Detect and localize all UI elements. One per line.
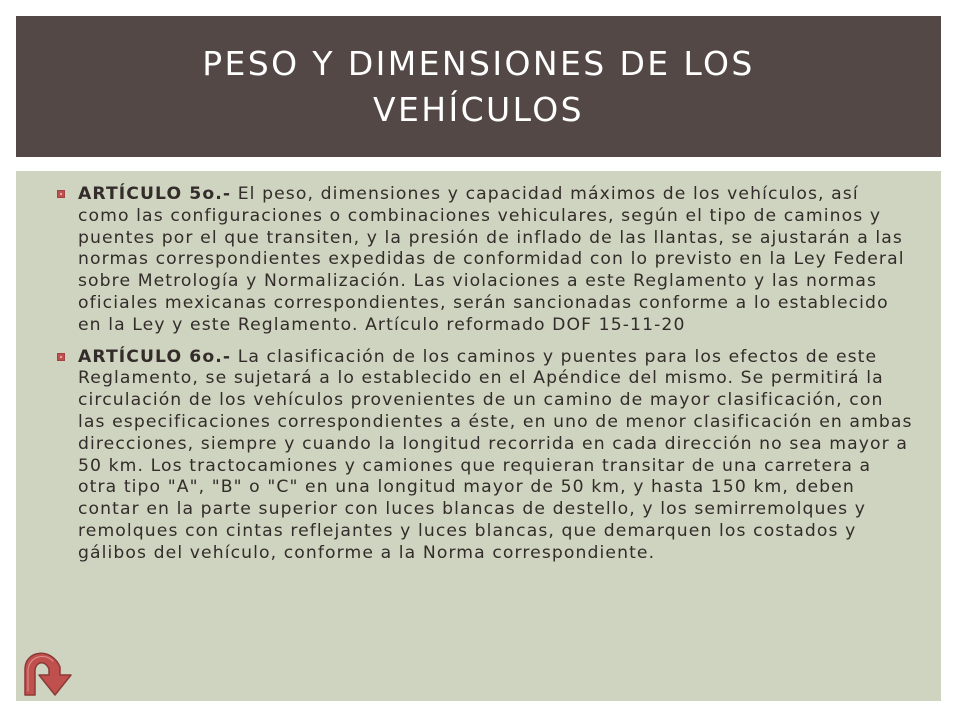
slide-title: PESO Y DIMENSIONES DE LOS VEHÍCULOS <box>202 43 755 129</box>
article-text: La clasificación de los caminos y puentes para los efectos de este Reglamento, se sujetará a lo establecido en el Apéndice del mismo. Se permitirá la circulación de los vehículos provenientes de un camino de mayor clasificación, con las especificaciones correspondientes a éste, en uno de menor clasificación en ambas direcciones, siempre y cuando la longitud recorrida en cada dirección no sea mayor a 50 km. Los tractocamiones y camiones que requieran transitar de una carretera a otra tipo "A", "B" o "C" en una longitud mayor de 50 km, y hasta 150 km, deben contar en la parte superior con luces blancas de destello, y los semirremolques y remolques con cintas reflejantes y luces blancas, que demarquen los costados y gálibos del vehículo, conforme a la Norma correspondiente. <box>78 346 913 563</box>
article-text: El peso, dimensiones y capacidad máximos de los vehículos, así como las configuraciones o combinaciones vehiculares, según el tipo de caminos y puentes por el que transiten, y la presión de inflado de las llantas, se ajustarán a las normas correspondientes expedidas de conformidad con lo previsto en la Ley Federal sobre Metrología y Normalización. Las violaciones a este Reglamento y las normas oficiales mexicanas correspondientes, serán sancionadas conforme a lo establecido en la Ley y este Reglamento. Artículo reformado DOF 15-11-20 <box>78 184 905 335</box>
bullet-item-article-6 <box>56 347 914 565</box>
article-label: ARTÍCULO 5o.- <box>78 184 232 204</box>
article-label: ARTÍCULO 6o.- <box>78 346 232 367</box>
return-arrow-button[interactable] <box>20 645 82 697</box>
bullet-item-article-5 <box>56 184 914 337</box>
bullet-list <box>56 184 914 575</box>
curved-return-arrow-icon <box>20 645 82 697</box>
square-bullet-icon <box>57 353 65 361</box>
square-bullet-icon <box>57 190 65 198</box>
title-band <box>16 16 941 157</box>
content-area <box>16 171 941 701</box>
